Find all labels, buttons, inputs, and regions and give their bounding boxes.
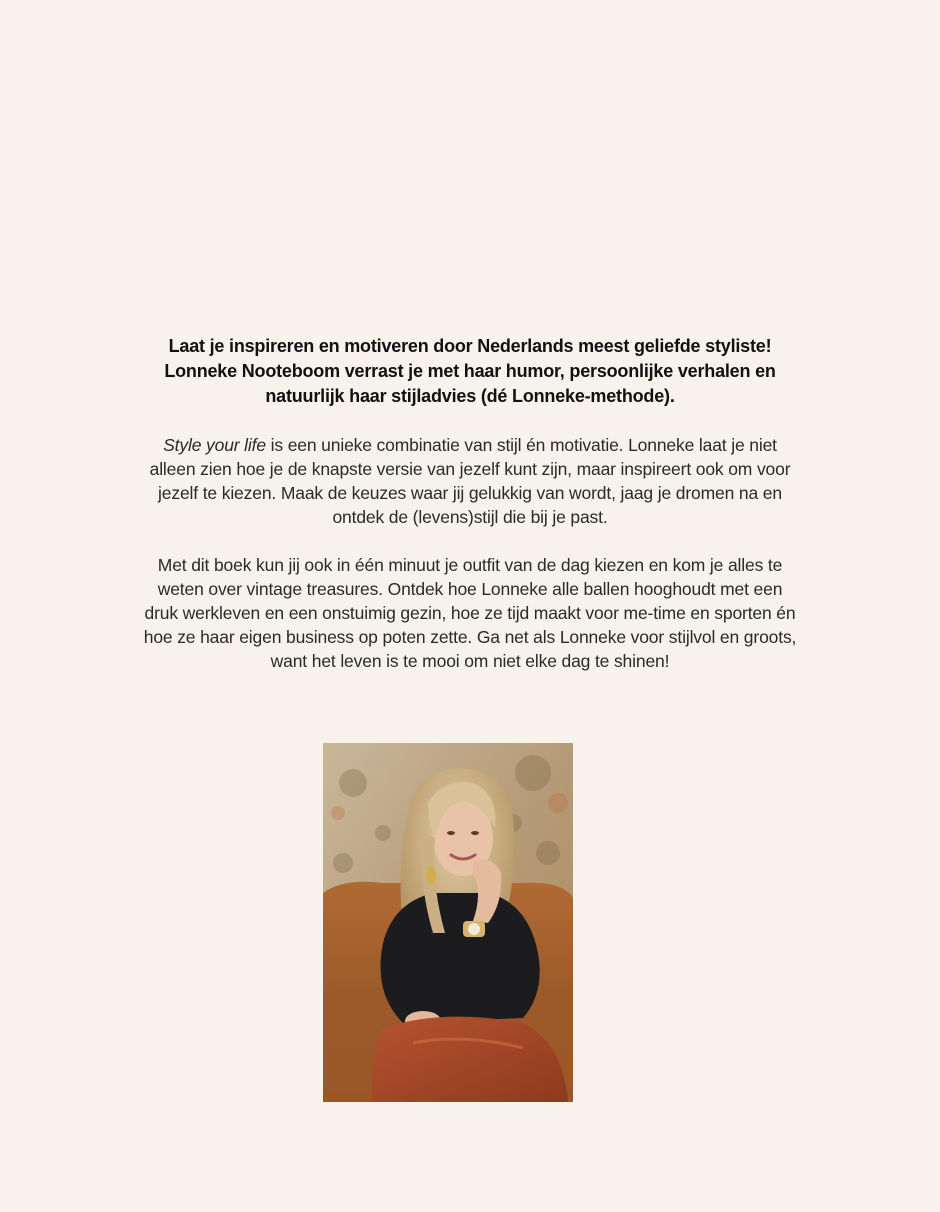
blurb-text bbox=[140, 334, 800, 673]
book-title-italic: Style your life bbox=[163, 435, 266, 455]
description-paragraph-1-text: is een unieke combinatie van stijl én motivatie. Lonneke laat je niet alleen zien hoe je de knapste versie van jezelf kunt zijn, maar inspireert ook om voor jezelf te kiezen. Maak de keuzes waar jij gelukkig van wordt, jaag je dromen na en ontdek de (levens)stijl die bij je past. bbox=[149, 435, 791, 527]
lead-paragraph: Laat je inspireren en motiveren door Nederlands meest geliefde styliste! Lonneke Nooteboom verrast je met haar humor, persoonlijke verhalen en natuurlijk haar stijladvies (dé Lonneke-methode). bbox=[164, 336, 776, 406]
description-paragraph-1 bbox=[140, 433, 800, 529]
description-paragraph-2: Met dit boek kun jij ook in één minuut je outfit van de dag kiezen en kom je alles te weten over vintage treasures. Ontdek hoe Lonneke alle ballen hooghoudt met een druk werkleven en een onstuimig gezin, hoe ze tijd maakt voor me-time en sporten én hoe ze haar eigen business op poten zette. Ga net als Lonneke voor stijlvol en groots, want het leven is te mooi om niet elke dag te shinen! bbox=[143, 555, 797, 671]
author-photo bbox=[323, 743, 573, 1102]
